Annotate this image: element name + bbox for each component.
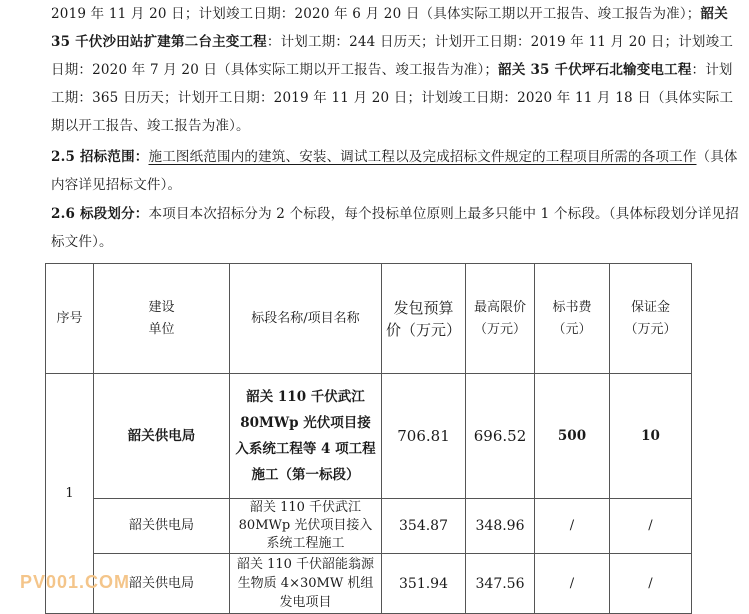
construction-unit-cell: 韶关供电局 [94, 499, 230, 554]
bid-scope-heading: 2.5 招标范围： [51, 149, 149, 165]
project-shatian-title: 韶关 35 千伏沙田站扩建第二台主变工程 [51, 6, 728, 50]
lot-name-cell: 韶关 110 千伏武江 80MWp 光伏项目接入系统工程等 4 项工程施工（第一标段） [230, 374, 382, 499]
tender-fee-cell: 500 [535, 374, 610, 499]
tender-fee-cell: / [535, 554, 610, 614]
header-lot-name: 标段名称/项目名称 [230, 264, 382, 374]
lot-division-text: 本项目本次招标分为 2 个标段，每个投标单位原则上最多只能中 1 个标段。（具体标段划分详见招标文件）。 [51, 206, 739, 250]
max-price-cell: 348.96 [466, 499, 535, 554]
header-serial-no: 序号 [46, 264, 94, 374]
header-budget-price: 发包预算 价（万元） [382, 264, 466, 374]
table-header-row [46, 264, 692, 374]
table-row [46, 374, 692, 499]
bid-scope-paragraph [51, 143, 741, 199]
budget-price-cell: 354.87 [382, 499, 466, 554]
header-construction-unit: 建设 单位 [94, 264, 230, 374]
bid-scope-rest-text: （具体内容详见招标文件）。 [51, 149, 738, 193]
construction-unit-cell: 韶关供电局 [94, 374, 230, 499]
schedule-paragraph [51, 0, 741, 140]
schedule-text-2: ：计划工期：244 日历天；计划开工日期：2019 年 11 月 20 日；计划竣工日期：2020 年 7 月 20 日（具体实际工期以开工报告、竣工报告为准）； [51, 34, 734, 78]
tender-fee-cell: / [535, 499, 610, 554]
serial-no-cell: 1 [46, 374, 94, 614]
budget-price-cell: 351.94 [382, 554, 466, 614]
deposit-cell: / [610, 499, 692, 554]
deposit-cell: / [610, 554, 692, 614]
bid-scope-underlined-text: 施工图纸范围内的建筑、安装、调试工程以及完成招标文件规定的工程项目所需的各项工作 [148, 149, 697, 165]
lot-name-cell: 韶关 110 千伏韶能翁源生物质 4×30MW 机组发电项目 [230, 554, 382, 614]
header-deposit: 保证金 （万元） [610, 264, 692, 374]
max-price-cell: 347.56 [466, 554, 535, 614]
lot-division-heading: 2.6 标段划分： [51, 206, 149, 222]
schedule-text-1: 2019 年 11 月 20 日；计划竣工日期：2020 年 6 月 20 日（具体实际工期以开工报告、竣工报告为准）； [51, 6, 701, 22]
project-pingshibei-title: 韶关 35 千伏坪石北输变电工程 [498, 62, 692, 78]
table-row [46, 554, 692, 614]
header-tender-fee: 标书费 （元） [535, 264, 610, 374]
table-row [46, 499, 692, 554]
bid-lot-table [45, 263, 692, 614]
construction-unit-cell: 韶关供电局 [94, 554, 230, 614]
watermark-logo: PV001.COM [20, 572, 131, 592]
lot-name-cell: 韶关 110 千伏武江 80MWp 光伏项目接入系统工程施工 [230, 499, 382, 554]
deposit-cell: 10 [610, 374, 692, 499]
lot-division-paragraph [51, 200, 741, 256]
schedule-text-3: ：计划工期：365 日历天；计划开工日期：2019 年 11 月 20 日；计划竣工日期：2020 年 11 月 18 日（具体实际工期以开工报告、竣工报告为准）。 [51, 62, 734, 134]
budget-price-cell: 706.81 [382, 374, 466, 499]
header-max-price: 最高限价 （万元） [466, 264, 535, 374]
max-price-cell: 696.52 [466, 374, 535, 499]
